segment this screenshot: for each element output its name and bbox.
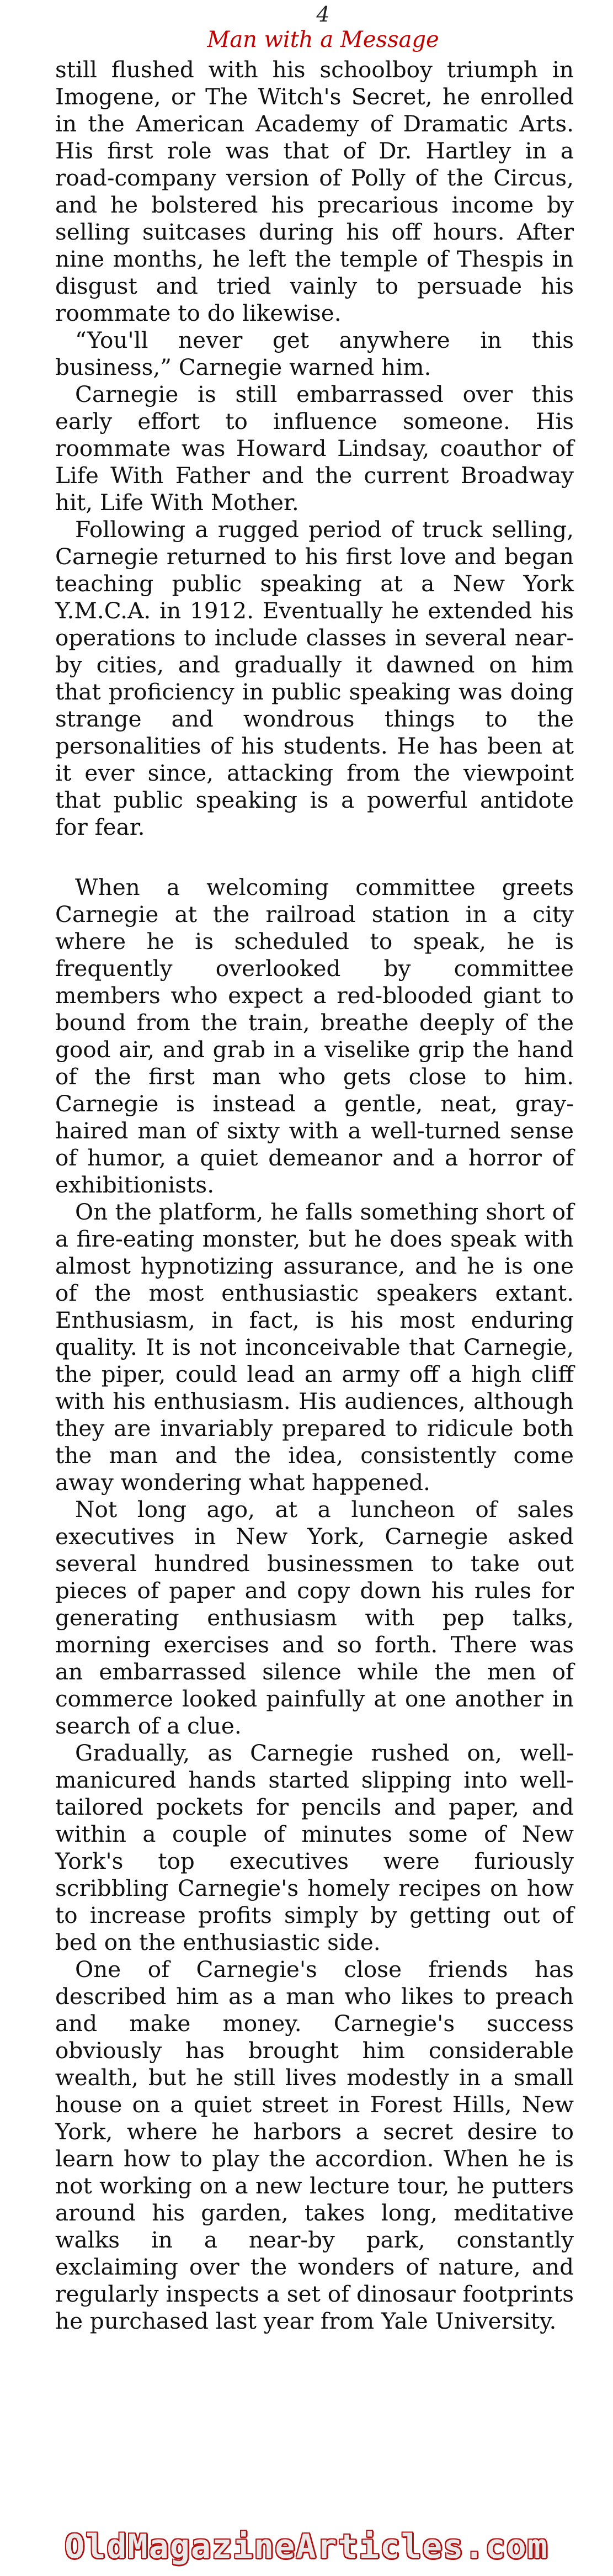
- body-paragraph: Gradually, as Carnegie rushed on, well-manicured hands started slipping into well-tailored pockets for pencils and paper, and within a couple of minutes some of New York's top executives were furiously scribbling Carnegie's homely recipes on how to increase profits simply by getting out of bed on the enthusiastic side.: [55, 1740, 574, 1955]
- running-title: Man with a Message: [207, 27, 439, 52]
- body-paragraph: still flushed with his schoolboy triumph in Imogene, or The Witch's Secret, he enrolled in the American Academy of Dramatic Arts. His first role was that of Dr. Hartley in a road-company version of Polly of the Circus, and he bolstered his precarious income by selling suitcases during his off hours. After nine months, he left the temple of Thespis in disgust and tried vainly to persuade his roommate to do likewise.: [55, 56, 574, 326]
- body-paragraph: When a welcoming committee greets Carnegie at the railroad station in a city where he is scheduled to speak, he is frequently overlooked by committee members who expect a red-blooded giant to bound from the train, breathe deeply of the good air, and grab in a viselike grip the hand of the first man who gets close to him. Carnegie is instead a gentle, neat, gray-haired man of sixty with a well-turned sense of humor, a quiet demeanor and a horror of exhibitionists.: [55, 874, 574, 1198]
- body-paragraph: On the platform, he falls something short of a fire-eating monster, but he does speak with almost hypnotizing assurance, and he is one of the most enthusiastic speakers extant. Enthusiasm, in fact, is his most enduring quality. It is not inconceivable that Carnegie, the piper, could lead an army off a high cliff with his enthusiasm. His audiences, although they are invariably prepared to ridicule both the man and the idea, consistently come away wondering what happened.: [55, 1199, 574, 1496]
- body-paragraph: Carnegie is still embarrassed over this early effort to influence someone. His roommate was Howard Lindsay, coauthor of Life With Father and the current Broadway hit, Life With Mother.: [55, 381, 574, 516]
- body-paragraph: Following a rugged period of truck selling, Carnegie returned to his first love and began teaching public speaking at a New York Y.M.C.A. in 1912. Eventually he extended his operations to include classes in several near-by cities, and gradually it dawned on him that proficiency in public speaking was doing strange and wondrous things to the personalities of his students. He has been at it ever since, attacking from the viewpoint that public speaking is a powerful antidote for fear.: [55, 516, 574, 840]
- article-section-2: [55, 874, 574, 2335]
- body-paragraph: Not long ago, at a luncheon of sales executives in New York, Carnegie asked several hundred businessmen to take out pieces of paper and copy down his rules for generating enthusiasm with pep talks, morning exercises and so forth. There was an embarrassed silence while the men of commerce looked painfully at one another in search of a clue.: [55, 1496, 574, 1739]
- body-paragraph: “You'll never get anywhere in this business,” Carnegie warned him.: [55, 327, 574, 380]
- article-body: [55, 56, 574, 2335]
- section-break: [55, 841, 574, 874]
- article-section-1: [55, 56, 574, 841]
- body-paragraph: One of Carnegie's close friends has described him as a man who likes to preach and make money. Carnegie's success obviously has brought him considerable wealth, but he still lives modestly in a small house on a quiet street in Forest Hills, New York, where he harbors a secret desire to learn how to play the accordion. When he is not working on a new lecture tour, he putters around his garden, takes long, meditative walks in a near-by park, constantly exclaiming over the wonders of nature, and regularly inspects a set of dinosaur footprints he purchased last year from Yale University.: [55, 1956, 574, 2334]
- site-watermark: OldMagazineArticles.com: [65, 2527, 548, 2566]
- page-number: 4: [316, 2, 330, 26]
